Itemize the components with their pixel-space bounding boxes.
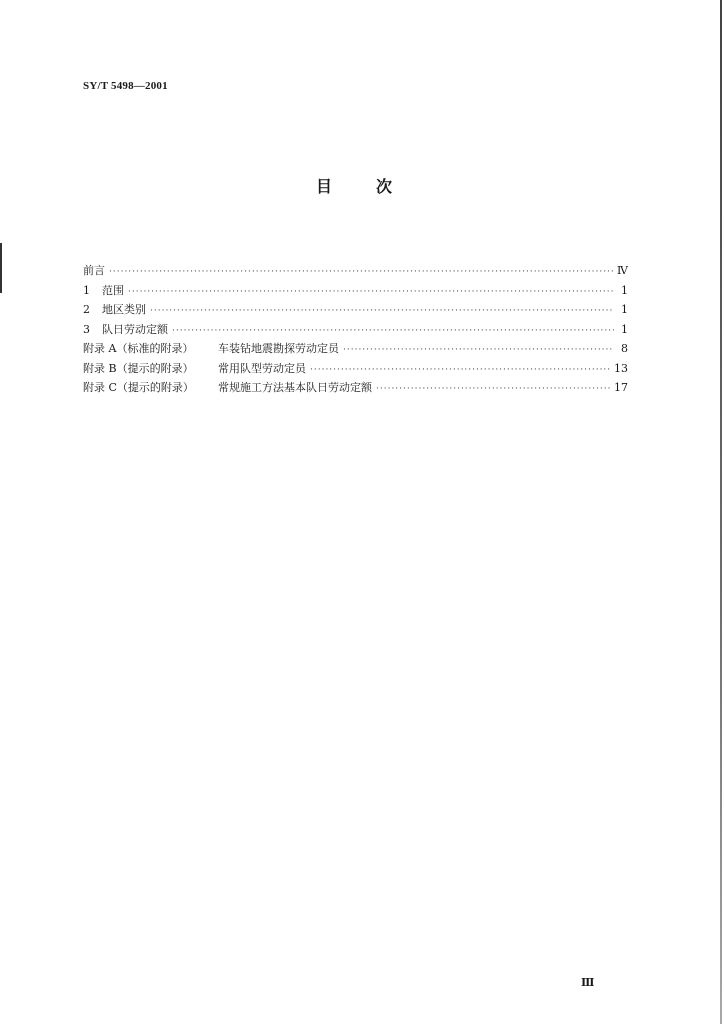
- toc-leader-dots: [128, 287, 614, 297]
- standard-number: SY/T 5498—2001: [83, 80, 168, 92]
- toc-entry-number: 3: [83, 322, 90, 336]
- toc-leader-dots: [343, 345, 614, 355]
- toc-entry-appendix-label: 附录 C（提示的附录）: [83, 381, 194, 394]
- toc-entry-appendix-c[interactable]: [83, 379, 628, 399]
- toc-entry-number: 1: [83, 283, 90, 297]
- page-number: Ⅲ: [581, 977, 595, 989]
- toc-title: 目次: [316, 177, 437, 196]
- toc-entry-page: 17: [614, 381, 628, 394]
- toc-entry-appendix-a[interactable]: [83, 340, 628, 360]
- toc-entry-appendix-b[interactable]: [83, 360, 628, 380]
- toc-entry-title: 地区类别: [102, 303, 146, 316]
- toc-entry-title: 队日劳动定额: [102, 322, 168, 336]
- toc-entry-page: 8: [621, 342, 628, 355]
- toc-entry-page: Ⅳ: [617, 264, 628, 277]
- scan-edge-right: [720, 0, 722, 1024]
- toc-leader-dots: [109, 267, 613, 277]
- toc-leader-dots: [150, 306, 614, 316]
- toc-entry-team-daily-quota[interactable]: [83, 321, 628, 341]
- toc-leader-dots: [172, 326, 614, 336]
- toc-entry-title: 前言: [83, 264, 105, 277]
- toc-entry-title: 常用队型劳动定员: [218, 361, 306, 375]
- toc-leader-dots: [376, 384, 610, 394]
- toc-entry-page: 13: [614, 361, 628, 375]
- toc-entry-page: 1: [621, 322, 628, 336]
- table-of-contents: [83, 262, 628, 399]
- toc-entry-scope[interactable]: [83, 282, 628, 302]
- toc-entry-title: 范围: [102, 283, 124, 297]
- toc-entry-appendix-label: 附录 A（标准的附录）: [83, 342, 194, 355]
- toc-entry-title: 常规施工方法基本队日劳动定额: [218, 381, 372, 394]
- toc-entry-appendix-label: 附录 B（提示的附录）: [83, 361, 194, 375]
- toc-leader-dots: [310, 365, 610, 375]
- scan-edge-left: [0, 243, 2, 293]
- toc-entry-title: 车装钻地震勘探劳动定员: [218, 342, 339, 355]
- toc-entry-foreword[interactable]: [83, 262, 628, 282]
- toc-entry-number: 2: [83, 303, 90, 316]
- toc-entry-region-categories[interactable]: [83, 301, 628, 321]
- toc-entry-page: 1: [621, 283, 628, 297]
- toc-entry-page: 1: [621, 303, 628, 316]
